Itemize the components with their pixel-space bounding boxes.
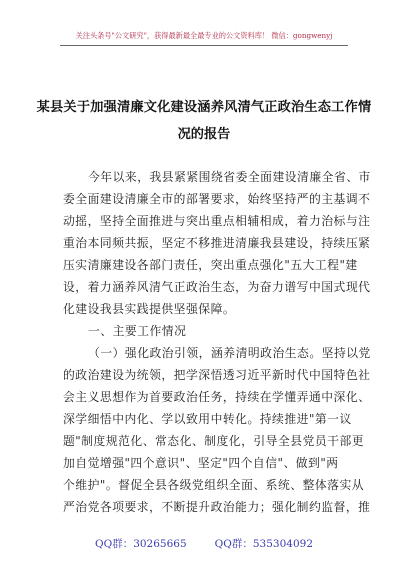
paragraph-line: 委全面建设清廉全市的部署要求，始终坚持严的主基调不 bbox=[63, 192, 371, 206]
paragraph-line: 压实清廉建设各部门责任，突出重点强化"五大工程"建 bbox=[63, 258, 358, 272]
paragraph-line: 动摇，坚持全面推进与突出重点相辅相成，着力治标与注 bbox=[63, 214, 371, 228]
document-title-line-1: 某县关于加强清廉文化建设涵养风清气正政治生态工作情 bbox=[36, 100, 372, 115]
paragraph-line: 加自觉增强"四个意识"、坚定"四个自信"、做到"两 bbox=[63, 456, 339, 470]
section-heading: 一、主要工作情况 bbox=[88, 324, 187, 338]
document-title-line-2: 况的报告 bbox=[177, 127, 231, 142]
paragraph-line: 的政治建设为统领，把学深悟透习近平新时代中国特色社 bbox=[63, 368, 371, 382]
paragraph-line: 会主义思想作为首要政治任务，持续在学懂弄通中深化、 bbox=[63, 390, 371, 404]
paragraph-line: 重治本同频共振，坚定不移推进清廉我县建设，持续压紧 bbox=[63, 236, 371, 250]
header-divider bbox=[60, 45, 348, 46]
paragraph-line: 严治党各项要求，不断提升政治能力；强化制约监督，推 bbox=[63, 500, 371, 514]
paragraph-line: 今年以来，我县紧紧围绕省委全面建设清廉全省、市 bbox=[88, 170, 371, 184]
page-header: 关注头条号"公文研究"，获得最新最全最专业的公文资料库！ 微信：gongwenyj bbox=[75, 31, 333, 40]
footer-qq-group-2: QQ群：535304092 bbox=[214, 538, 313, 550]
paragraph-line: 化建设我县实践提供坚强保障。 bbox=[63, 302, 236, 316]
footer-qq-group-1: QQ群：30265665 bbox=[94, 538, 187, 550]
page-footer bbox=[0, 536, 408, 551]
paragraph-line: 个维护"。督促全县各级党组织全面、系统、整体落实从 bbox=[63, 478, 365, 492]
paragraph-line: 题"制度规范化、常态化、制度化，引导全县党员干部更 bbox=[63, 434, 365, 448]
paragraph-line: （一）强化政治引领，涵养清明政治生态。坚持以党 bbox=[88, 346, 371, 360]
paragraph-line: 深学细悟中内化、学以致用中转化。持续推进"第一议 bbox=[63, 412, 352, 426]
paragraph-line: 设，着力涵养风清气正政治生态，为奋力谱写中国式现代 bbox=[63, 280, 371, 294]
